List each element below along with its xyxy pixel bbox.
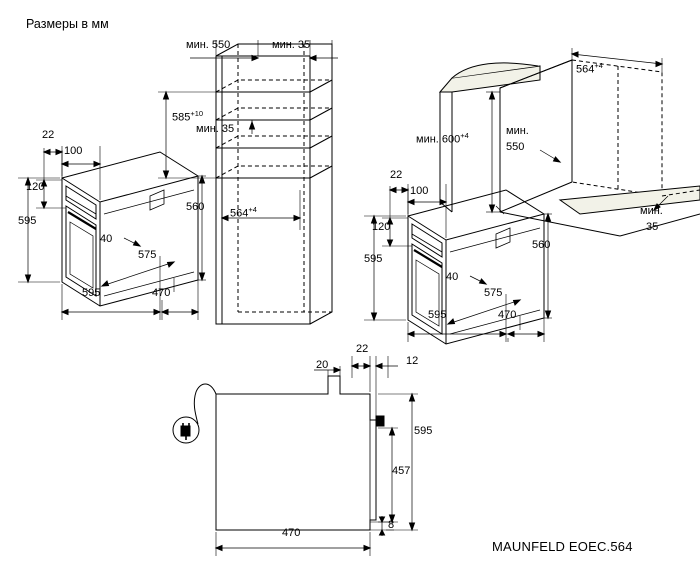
dim-595-right-width: 595 (428, 309, 447, 321)
dim-120-right: 120 (372, 221, 391, 233)
dim-564-undercounter: $564^{+4}$ (576, 61, 603, 76)
dim-20-section: 20 (316, 359, 329, 371)
dim-560-left: 560 (186, 201, 205, 213)
dim-457-section: 457 (392, 465, 411, 477)
dim-585-niche: $585^{+10}$ (172, 109, 204, 124)
dim-min-550-undercounter-line1: мин. (506, 125, 529, 137)
dim-22-section: 22 (356, 343, 369, 355)
dim-22-right: 22 (390, 169, 403, 181)
dim-40-right: 40 (446, 271, 459, 283)
side-section-view (173, 356, 418, 556)
dim-595-left-height: 595 (18, 215, 37, 227)
dim-min-35-niche-top: мин. 35 (272, 39, 311, 51)
dim-min-35-undercounter-line2: 35 (646, 221, 659, 233)
dim-595-left-width: 595 (82, 287, 101, 299)
dim-470-left: 470 (152, 287, 171, 299)
oven-front-right-view (364, 184, 552, 344)
dim-min-550-undercounter-line2: 550 (506, 141, 525, 153)
dim-min-550-niche: мин. 550 (186, 39, 231, 51)
dim-100-right: 100 (410, 185, 429, 197)
dim-min-600: мин. $600^{+4}$ (416, 131, 469, 146)
dim-120-left: 120 (26, 181, 45, 193)
dim-40-left: 40 (100, 233, 113, 245)
dim-564-niche: $564^{+4}$ (230, 205, 257, 220)
dim-595-section: 595 (414, 425, 433, 437)
dim-575-left: 575 (138, 249, 157, 261)
dim-100-left: 100 (64, 145, 83, 157)
oven-front-left-view (18, 146, 206, 320)
dim-470-right: 470 (498, 309, 517, 321)
dim-min-35-niche-mid: мин. 35 (196, 123, 235, 135)
dim-595-right-height: 595 (364, 253, 383, 265)
dim-min-35-undercounter-line1: мин. (640, 205, 663, 217)
dim-22-left: 22 (42, 129, 55, 141)
dim-575-right: 575 (484, 287, 503, 299)
dim-8-section: 8 (388, 519, 395, 531)
dim-560-right: 560 (532, 239, 551, 251)
model-name: MAUNFELD EOEC.564 (492, 539, 633, 554)
dim-12-section: 12 (406, 355, 419, 367)
page-title: Размеры в мм (26, 17, 109, 31)
dim-470-section: 470 (282, 527, 301, 539)
